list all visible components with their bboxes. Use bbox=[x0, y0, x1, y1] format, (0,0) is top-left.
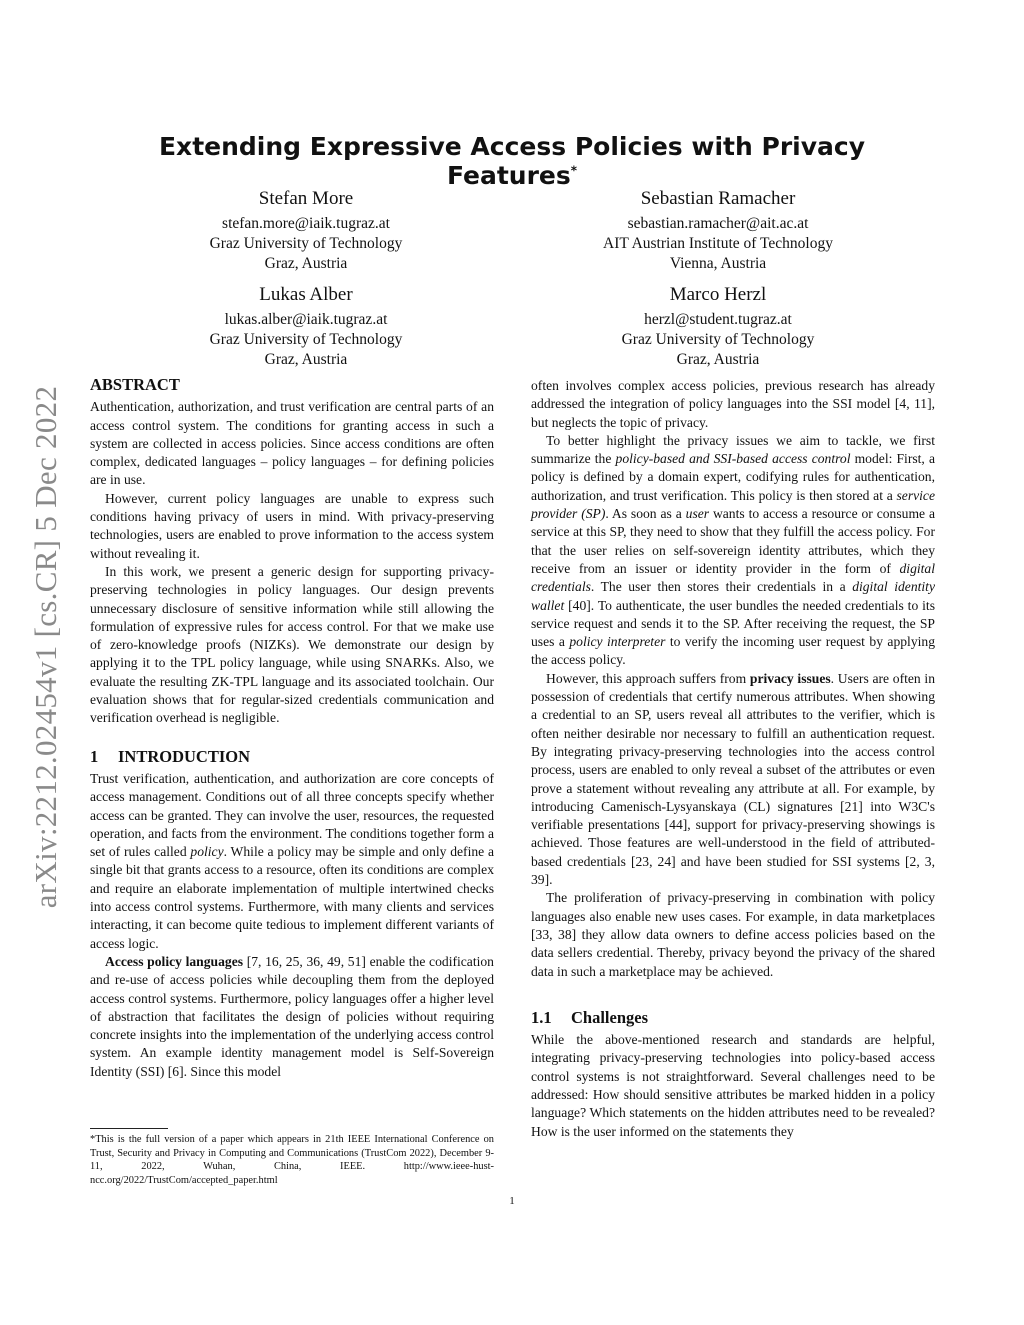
author-name: Stefan More bbox=[258, 188, 354, 209]
subsection-title: Challenges bbox=[571, 1007, 649, 1027]
abstract-heading: ABSTRACT bbox=[90, 375, 180, 394]
emphasis: service provider (SP) bbox=[531, 487, 935, 522]
arxiv-id: arXiv:2212.02454v1 [cs.CR] 5 Dec 2022 bbox=[28, 385, 63, 909]
paper-title bbox=[90, 132, 934, 190]
emphasis: digital credentials bbox=[531, 560, 935, 595]
author-block bbox=[568, 186, 868, 274]
author-affiliation: Graz University of Technology bbox=[209, 235, 403, 252]
author-location: Graz, Austria bbox=[264, 255, 348, 272]
author-affiliation: AIT Austrian Institute of Technology bbox=[603, 235, 833, 252]
emphasis: user bbox=[685, 506, 710, 522]
emphasis: policy interpreter bbox=[569, 634, 666, 650]
text-run: However, this approach suffers from bbox=[546, 670, 750, 686]
author-affiliation: Graz University of Technology bbox=[621, 331, 815, 348]
footnote-divider bbox=[90, 1128, 168, 1129]
bold-access-policy-languages: Access policy languages bbox=[105, 953, 244, 969]
subsection-heading-challenges bbox=[531, 1009, 935, 1027]
author-location: Vienna, Austria bbox=[669, 255, 767, 272]
author-email: herzl@student.tugraz.at bbox=[644, 311, 792, 328]
text-run: . The user then stores their credentials in a bbox=[590, 579, 853, 595]
right-column bbox=[531, 377, 935, 1141]
author-name: Lukas Alber bbox=[259, 284, 353, 305]
title-footnote-mark: * bbox=[570, 163, 578, 178]
paper-title-text: Extending Expressive Access Policies with Privacy Features bbox=[158, 132, 866, 190]
abstract-paragraph: In this work, we present a generic design for supporting privacy-preserving technologies in policy languages. Our design prevents unnecessary disclosure of sensitive information while still allowing the formulation of expressive rules for access control. For that we make use of zero-knowledge proofs (NIZKs). We demonstrate our design by applying it to the TPL policy language, while using SNARKs. Also, we evaluate the resulting ZK-TPL language and its associated toolchain. Our evaluation shows that for regular-sized credentials communication and verification overhead is negligible. bbox=[90, 563, 494, 726]
page-number: 1 bbox=[509, 1195, 515, 1207]
author-block bbox=[156, 186, 456, 274]
left-column bbox=[90, 376, 494, 1081]
emphasis: digital identity wallet bbox=[531, 579, 935, 613]
text-run: Trust verification, authentication, and authorization are core concepts of access management. Conditions out of all three concepts specify whether access can be granted. They can involve the user, resources, the requested operation, and facts from the environment. The conditions together form a set of rules called bbox=[90, 770, 494, 860]
author-block bbox=[568, 282, 868, 370]
bold-privacy-issues: privacy issues bbox=[749, 670, 831, 686]
emphasis: policy-based and SSI-based access control bbox=[615, 451, 851, 467]
author-location: Graz, Austria bbox=[676, 351, 760, 368]
text-run: [7, 16, 25, 36, 49, 51] enable the codification and re-use of access policies while decoupling them from the deployed access control systems. Furthermore, policy languages offer a higher level of abstraction that facilitates the design of policies without requiring concrete insights into the implementation of the underlying access control system. An example identity management model is Self-Sovereign Identity (SSI) [6]. Since this model bbox=[90, 953, 494, 1079]
abstract-paragraph: Authentication, authorization, and trust verification are central parts of an access control system. The conditions for granting access in such a system are collected in access policies. Since access conditions are often complex, dedicated languages – policy languages – for defining policies are in use. bbox=[90, 399, 494, 488]
emphasis-policy: policy bbox=[190, 844, 224, 860]
author-email: stefan.more@iaik.tugraz.at bbox=[222, 215, 390, 232]
author-location: Graz, Austria bbox=[264, 351, 348, 368]
text-run: . While a policy may be simple and only define a single bit that grants access to a resource, often its conditions are complex and require an elaborate implementation of multiple intertwined checks into access control systems. Furthermore, with many clients and services interacting, it can become quite tedious to implement different variants of access logic. bbox=[90, 844, 494, 951]
text-run: model: First, a policy is defined by a domain expert, codifying rules for authentication, authorization, and trust verification. This policy is then stored at a bbox=[531, 451, 935, 503]
subsection-number: 1.1 bbox=[531, 1007, 552, 1027]
right-paragraph: While the above-mentioned research and standards are helpful, integrating privacy-preserving technologies into policy-based access control systems is not straightforward. Several challenges need to be addressed: How should sensitive attributes be marked hidden in a policy language? Which statements on the hidden attributes need to be revealed? How is the user informed on the statements they bbox=[531, 1032, 935, 1139]
author-affiliation: Graz University of Technology bbox=[209, 331, 403, 348]
author-email: lukas.alber@iaik.tugraz.at bbox=[224, 311, 388, 328]
right-paragraph bbox=[531, 432, 935, 670]
author-name: Sebastian Ramacher bbox=[640, 188, 796, 209]
section-number: 1 bbox=[90, 746, 99, 766]
author-email: sebastian.ramacher@ait.ac.at bbox=[627, 215, 809, 232]
text-run: to verify the incoming user request by applying the access policy. bbox=[531, 634, 936, 668]
right-paragraph: often involves complex access policies, previous research has already addressed the integration of policy languages into the SSI model [4, 11], but neglects the topic of privacy. bbox=[531, 378, 935, 430]
text-run: [40]. To authenticate, the user bundles the needed credentials to its service request and sends it to the SP. After receiving the request, the SP uses a bbox=[531, 597, 935, 650]
intro-paragraph bbox=[90, 770, 494, 953]
intro-paragraph bbox=[90, 953, 494, 1081]
arxiv-watermark bbox=[26, 362, 66, 932]
right-paragraph: The proliferation of privacy-preserving in combination with policy languages also enable new uses cases. For example, in data marketplaces [33, 38] they allow data owners to define access policies based on the data sellers credential. Thereby, privacy beyond the privacy of the shared data in such a marketplace may be achieved. bbox=[531, 890, 935, 979]
abstract-paragraph: However, current policy languages are unable to express such conditions having privacy of users in mind. With privacy-preserving technologies, users are enabled to prove information to the access system without revealing it. bbox=[90, 490, 494, 561]
right-paragraph bbox=[531, 670, 935, 890]
author-name: Marco Herzl bbox=[669, 284, 767, 305]
author-block bbox=[156, 282, 456, 370]
footnote: *This is the full version of a paper which appears in 21th IEEE International Conference on Trust, Security and Privacy in Computing and Communications (TrustCom 2022), December 9-11, 2022, Wuhan, China, IEEE. http://www.ieee-hust-ncc.org/2022/TrustCom/accepted_paper.html bbox=[90, 1134, 494, 1186]
section-title: INTRODUCTION bbox=[118, 746, 251, 766]
section-heading-introduction bbox=[90, 748, 494, 766]
text-run: . Users are often in possession of credentials that certify numerous attributes. When showing a credential to an SP, users reveal all attributes to the verifier, which is often neither desirable nor necessary to fulfill an authentication request. By integrating privacy-preserving technologies into the access control process, users are enabled to only reveal a subset of the attributes or even prove a statement without revealing any attribute at all. For example, by introducing Camenisch-Lysyanskaya (CL) signatures [21] into W3C's verifiable presentations [44], support for privacy-preserving showings is achieved. Those features are well-understood in the field of attributed-based credentials [23, 24] and have been studied for SSI systems [2, 3, 39]. bbox=[531, 670, 936, 888]
text-run: . As soon as a bbox=[605, 506, 686, 522]
text-run: wants to access a resource or consume a service at this SP, they need to show that they fulfill the access policy. For that the user relies on self-sovereign identity attributes, which they receive from an issuer or identity provider in the form of bbox=[531, 506, 935, 576]
text-run: To better highlight the privacy issues we aim to tackle, we first summarize the bbox=[531, 432, 935, 467]
